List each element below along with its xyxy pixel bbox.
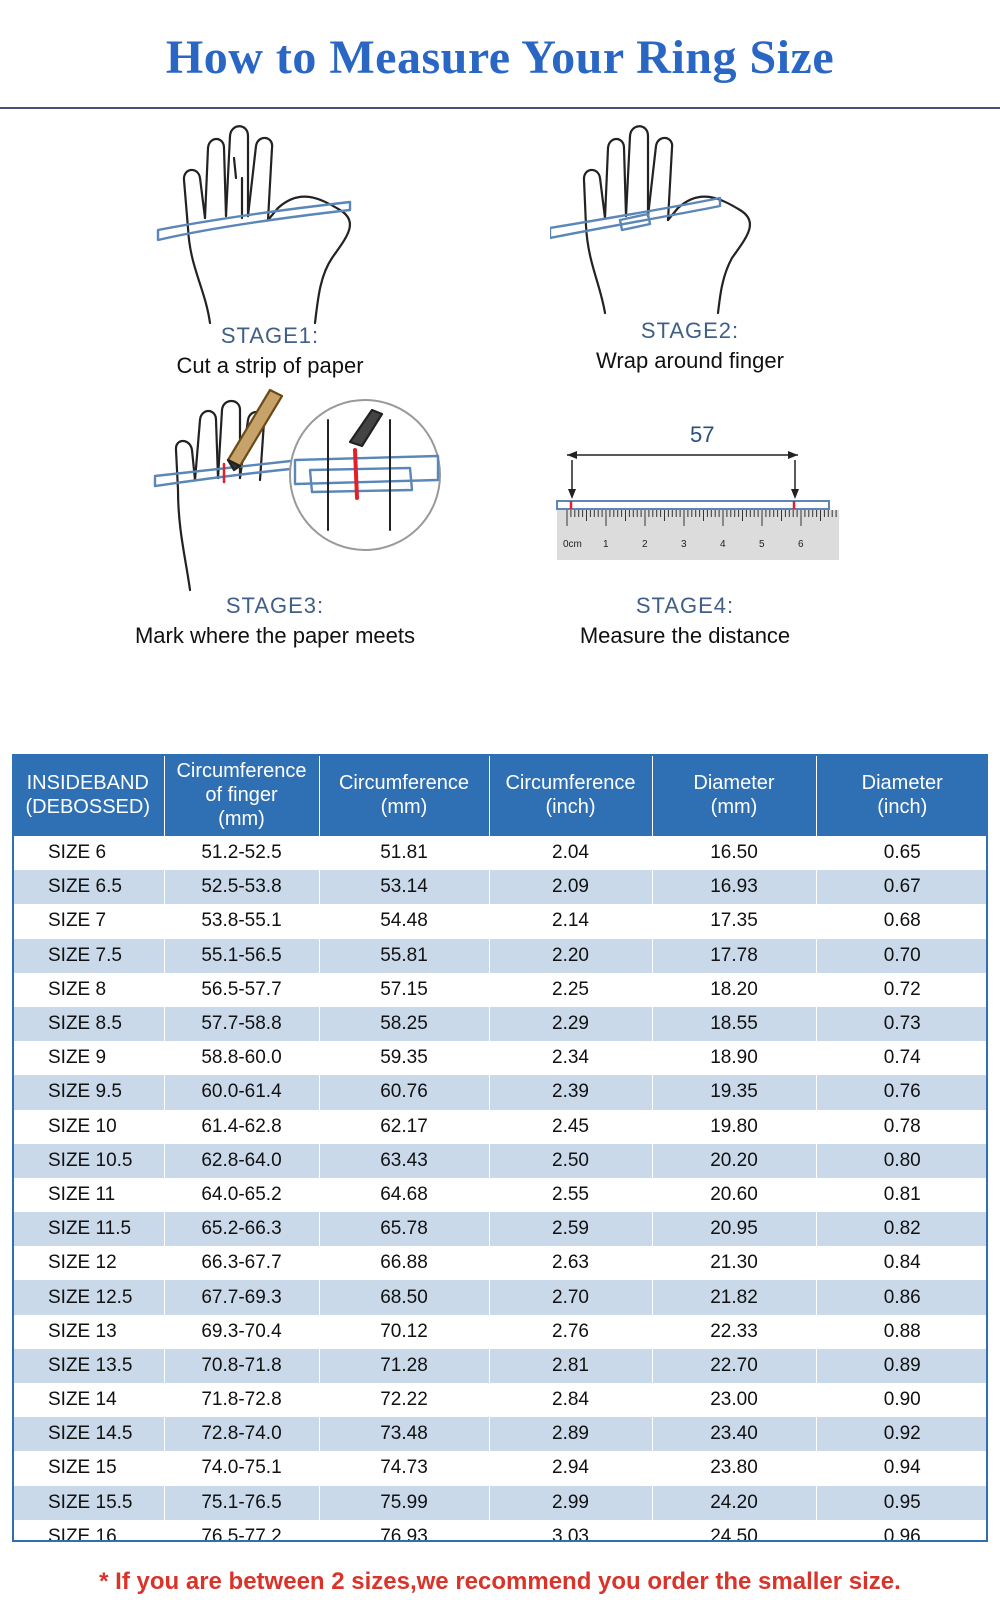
ring-size-cell: SIZE 11.5 xyxy=(12,1212,164,1246)
header-line: (mm) xyxy=(710,796,758,818)
measurement-cell: 55.81 xyxy=(319,939,489,973)
measurement-cell: 16.50 xyxy=(652,836,816,870)
ring-size-cell: SIZE 6.5 xyxy=(12,870,164,904)
table-row xyxy=(12,1110,988,1144)
title-divider xyxy=(0,107,1000,109)
measurement-cell: 74.73 xyxy=(319,1451,489,1485)
measurement-cell: 0.90 xyxy=(816,1383,988,1417)
measurement-cell: 51.81 xyxy=(319,836,489,870)
header-line: Circumference xyxy=(338,772,470,794)
measurement-cell: 72.22 xyxy=(319,1383,489,1417)
measurement-cell: 2.63 xyxy=(489,1246,652,1280)
stage1-desc: Cut a strip of paper xyxy=(176,353,364,378)
measurement-cell: 0.96 xyxy=(816,1520,988,1554)
ring-size-cell: SIZE 14.5 xyxy=(12,1417,164,1451)
page-title: How to Measure Your Ring Size xyxy=(165,31,835,84)
header-line: (inch) xyxy=(877,796,928,818)
measurement-cell: 0.72 xyxy=(816,973,988,1007)
measurement-cell: 60.0-61.4 xyxy=(164,1075,319,1109)
measurement-cell: 20.20 xyxy=(652,1144,816,1178)
ring-size-cell: SIZE 16 xyxy=(12,1520,164,1554)
stage2-desc: Wrap around finger xyxy=(596,348,784,373)
table-row xyxy=(12,939,988,973)
ring-size-table xyxy=(12,754,988,1554)
measurement-cell: 0.84 xyxy=(816,1246,988,1280)
measurement-cell: 57.7-58.8 xyxy=(164,1007,319,1041)
ruler-tick-label: 3 xyxy=(681,539,687,550)
measurement-cell: 0.81 xyxy=(816,1178,988,1212)
header-line: Diameter xyxy=(861,772,943,794)
sizing-note: * If you are between 2 sizes,we recommend you order the smaller size. xyxy=(99,1568,901,1595)
stage2-label xyxy=(540,318,840,374)
ruler-tick-label: 0cm xyxy=(563,539,582,550)
measurement-cell: 0.73 xyxy=(816,1007,988,1041)
measurement-cell: 76.93 xyxy=(319,1520,489,1554)
measurement-cell: 18.55 xyxy=(652,1007,816,1041)
ring-size-cell: SIZE 15 xyxy=(12,1451,164,1485)
measurement-cell: 23.40 xyxy=(652,1417,816,1451)
measurement-cell: 69.3-70.4 xyxy=(164,1315,319,1349)
table-header-cell xyxy=(319,754,489,836)
ring-size-cell: SIZE 8.5 xyxy=(12,1007,164,1041)
measurement-cell: 0.74 xyxy=(816,1041,988,1075)
measurement-cell: 2.94 xyxy=(489,1451,652,1485)
table-row xyxy=(12,1417,988,1451)
measurement-cell: 0.88 xyxy=(816,1315,988,1349)
ring-size-cell: SIZE 13 xyxy=(12,1315,164,1349)
stage3-desc: Mark where the paper meets xyxy=(134,623,416,648)
ruler-tick-label: 5 xyxy=(759,539,765,550)
ruler-tick-label: 6 xyxy=(798,539,804,550)
stage4-label xyxy=(545,593,825,649)
ring-size-cell: SIZE 15.5 xyxy=(12,1486,164,1520)
measurement-cell: 70.12 xyxy=(319,1315,489,1349)
ring-size-cell: SIZE 6 xyxy=(12,836,164,870)
ruler-tick-label: 1 xyxy=(603,539,609,550)
measurement-cell: 74.0-75.1 xyxy=(164,1451,319,1485)
measurement-cell: 65.78 xyxy=(319,1212,489,1246)
table-row xyxy=(12,1144,988,1178)
table-row xyxy=(12,1349,988,1383)
header-line: Circumference xyxy=(176,760,307,782)
measurement-cell: 23.80 xyxy=(652,1451,816,1485)
ring-size-cell: SIZE 10.5 xyxy=(12,1144,164,1178)
measurement-cell: 0.92 xyxy=(816,1417,988,1451)
measurement-cell: 52.5-53.8 xyxy=(164,870,319,904)
measurement-cell: 24.20 xyxy=(652,1486,816,1520)
ring-size-cell: SIZE 8 xyxy=(12,973,164,1007)
measurement-cell: 2.39 xyxy=(489,1075,652,1109)
measurement-cell: 66.3-67.7 xyxy=(164,1246,319,1280)
measurement-cell: 53.8-55.1 xyxy=(164,904,319,938)
header-line: (mm) xyxy=(380,796,428,818)
measurement-cell: 75.99 xyxy=(319,1486,489,1520)
ring-size-cell: SIZE 9.5 xyxy=(12,1075,164,1109)
measurement-cell: 58.25 xyxy=(319,1007,489,1041)
ruler-tick-label: 2 xyxy=(642,539,648,550)
measurement-cell: 2.34 xyxy=(489,1041,652,1075)
header-line: INSIDEBAND xyxy=(26,772,149,794)
ring-size-cell: SIZE 7 xyxy=(12,904,164,938)
stage3-hand-mark-icon xyxy=(150,380,450,600)
measurement-cell: 2.55 xyxy=(489,1178,652,1212)
measurement-cell: 0.78 xyxy=(816,1110,988,1144)
measurement-cell: 0.82 xyxy=(816,1212,988,1246)
stage1-name: STAGE1: xyxy=(220,323,320,348)
table-row xyxy=(12,870,988,904)
measurement-cell: 51.2-52.5 xyxy=(164,836,319,870)
stage3-label xyxy=(110,593,440,649)
table-row xyxy=(12,904,988,938)
header-line: (mm) xyxy=(218,808,265,830)
measurement-cell: 59.35 xyxy=(319,1041,489,1075)
measurement-cell: 2.45 xyxy=(489,1110,652,1144)
measurement-cell: 0.67 xyxy=(816,870,988,904)
measurement-cell: 2.09 xyxy=(489,870,652,904)
stage2-name: STAGE2: xyxy=(640,318,740,343)
ring-size-cell: SIZE 9 xyxy=(12,1041,164,1075)
measurement-cell: 0.80 xyxy=(816,1144,988,1178)
measurement-cell: 2.84 xyxy=(489,1383,652,1417)
measurement-cell: 62.8-64.0 xyxy=(164,1144,319,1178)
measurement-cell: 2.76 xyxy=(489,1315,652,1349)
stage1-hand-strip-icon xyxy=(150,118,380,328)
ring-size-cell: SIZE 12 xyxy=(12,1246,164,1280)
measurement-cell: 17.35 xyxy=(652,904,816,938)
table-row xyxy=(12,1451,988,1485)
measurement-cell: 20.95 xyxy=(652,1212,816,1246)
measurement-cell: 22.33 xyxy=(652,1315,816,1349)
measurement-cell: 24.50 xyxy=(652,1520,816,1554)
measurement-cell: 21.30 xyxy=(652,1246,816,1280)
table-row xyxy=(12,1520,988,1554)
measurement-cell: 76.5-77.2 xyxy=(164,1520,319,1554)
measurement-cell: 2.20 xyxy=(489,939,652,973)
table-header-cell xyxy=(816,754,988,836)
table-row xyxy=(12,1041,988,1075)
measurement-cell: 65.2-66.3 xyxy=(164,1212,319,1246)
measurement-cell: 2.89 xyxy=(489,1417,652,1451)
measurement-cell: 2.50 xyxy=(489,1144,652,1178)
measurement-cell: 0.89 xyxy=(816,1349,988,1383)
measurement-cell: 60.76 xyxy=(319,1075,489,1109)
table-header-cell xyxy=(489,754,652,836)
measurement-cell: 72.8-74.0 xyxy=(164,1417,319,1451)
measurement-cell: 68.50 xyxy=(319,1280,489,1314)
measurement-cell: 62.17 xyxy=(319,1110,489,1144)
measurement-cell: 75.1-76.5 xyxy=(164,1486,319,1520)
measurement-cell: 58.8-60.0 xyxy=(164,1041,319,1075)
measurement-cell: 53.14 xyxy=(319,870,489,904)
measurement-cell: 3.03 xyxy=(489,1520,652,1554)
ring-size-cell: SIZE 14 xyxy=(12,1383,164,1417)
measurement-cell: 0.76 xyxy=(816,1075,988,1109)
measurement-cell: 19.80 xyxy=(652,1110,816,1144)
ring-size-cell: SIZE 13.5 xyxy=(12,1349,164,1383)
table-row xyxy=(12,1178,988,1212)
table-row xyxy=(12,973,988,1007)
measurement-cell: 0.86 xyxy=(816,1280,988,1314)
table-row xyxy=(12,1486,988,1520)
measurement-cell: 0.94 xyxy=(816,1451,988,1485)
header-line: (inch) xyxy=(545,796,596,818)
stage4-name: STAGE4: xyxy=(635,593,735,618)
measurement-cell: 17.78 xyxy=(652,939,816,973)
measurement-cell: 64.68 xyxy=(319,1178,489,1212)
stage1-label xyxy=(130,323,410,379)
table-row xyxy=(12,1212,988,1246)
measurement-cell: 57.15 xyxy=(319,973,489,1007)
measurement-cell: 66.88 xyxy=(319,1246,489,1280)
measurement-cell: 16.93 xyxy=(652,870,816,904)
table-header-row xyxy=(12,754,988,836)
ring-size-cell: SIZE 7.5 xyxy=(12,939,164,973)
table-header-cell xyxy=(12,754,164,836)
measurement-cell: 2.29 xyxy=(489,1007,652,1041)
measurement-cell: 2.99 xyxy=(489,1486,652,1520)
measurement-cell: 2.59 xyxy=(489,1212,652,1246)
measurement-cell: 2.81 xyxy=(489,1349,652,1383)
header-line: (DEBOSSED) xyxy=(25,796,150,818)
measurement-cell: 20.60 xyxy=(652,1178,816,1212)
measurement-cell: 0.68 xyxy=(816,904,988,938)
table-row xyxy=(12,1246,988,1280)
measurement-cell: 56.5-57.7 xyxy=(164,973,319,1007)
measurement-cell: 22.70 xyxy=(652,1349,816,1383)
measurement-cell: 0.95 xyxy=(816,1486,988,1520)
stage2-hand-wrap-icon xyxy=(550,118,780,318)
measurement-cell: 2.14 xyxy=(489,904,652,938)
measurement-cell: 54.48 xyxy=(319,904,489,938)
measurement-cell: 61.4-62.8 xyxy=(164,1110,319,1144)
table-header-cell xyxy=(652,754,816,836)
header-line: Circumference xyxy=(505,772,636,794)
stage3-name: STAGE3: xyxy=(225,593,325,618)
measurement-cell: 63.43 xyxy=(319,1144,489,1178)
ring-size-cell: SIZE 11 xyxy=(12,1178,164,1212)
ruler-tick-label: 4 xyxy=(720,539,726,550)
measurement-cell: 2.70 xyxy=(489,1280,652,1314)
table-row xyxy=(12,1075,988,1109)
measurement-cell: 18.20 xyxy=(652,973,816,1007)
table-row xyxy=(12,1315,988,1349)
ring-size-cell: SIZE 10 xyxy=(12,1110,164,1144)
measurement-cell: 23.00 xyxy=(652,1383,816,1417)
measurement-cell: 55.1-56.5 xyxy=(164,939,319,973)
measurement-cell: 71.28 xyxy=(319,1349,489,1383)
table-header-cell xyxy=(164,754,319,836)
ring-size-cell: SIZE 12.5 xyxy=(12,1280,164,1314)
measurement-cell: 19.35 xyxy=(652,1075,816,1109)
measurement-cell: 21.82 xyxy=(652,1280,816,1314)
measurement-cell: 0.70 xyxy=(816,939,988,973)
header-line: Diameter xyxy=(693,772,775,794)
measurement-cell: 2.25 xyxy=(489,973,652,1007)
measurement-cell: 71.8-72.8 xyxy=(164,1383,319,1417)
stage4-desc: Measure the distance xyxy=(579,623,791,648)
measurement-cell: 0.65 xyxy=(816,836,988,870)
header-line: of finger xyxy=(205,784,278,806)
measurement-cell: 18.90 xyxy=(652,1041,816,1075)
measurement-cell: 70.8-71.8 xyxy=(164,1349,319,1383)
measurement-cell: 2.04 xyxy=(489,836,652,870)
ruler-measure-label: 57 xyxy=(690,422,715,447)
table-row xyxy=(12,1280,988,1314)
measurement-cell: 64.0-65.2 xyxy=(164,1178,319,1212)
table-row xyxy=(12,1383,988,1417)
measurement-cell: 67.7-69.3 xyxy=(164,1280,319,1314)
measurement-cell: 73.48 xyxy=(319,1417,489,1451)
table-row xyxy=(12,1007,988,1041)
table-row xyxy=(12,836,988,870)
stage4-ruler-icon xyxy=(555,415,855,575)
